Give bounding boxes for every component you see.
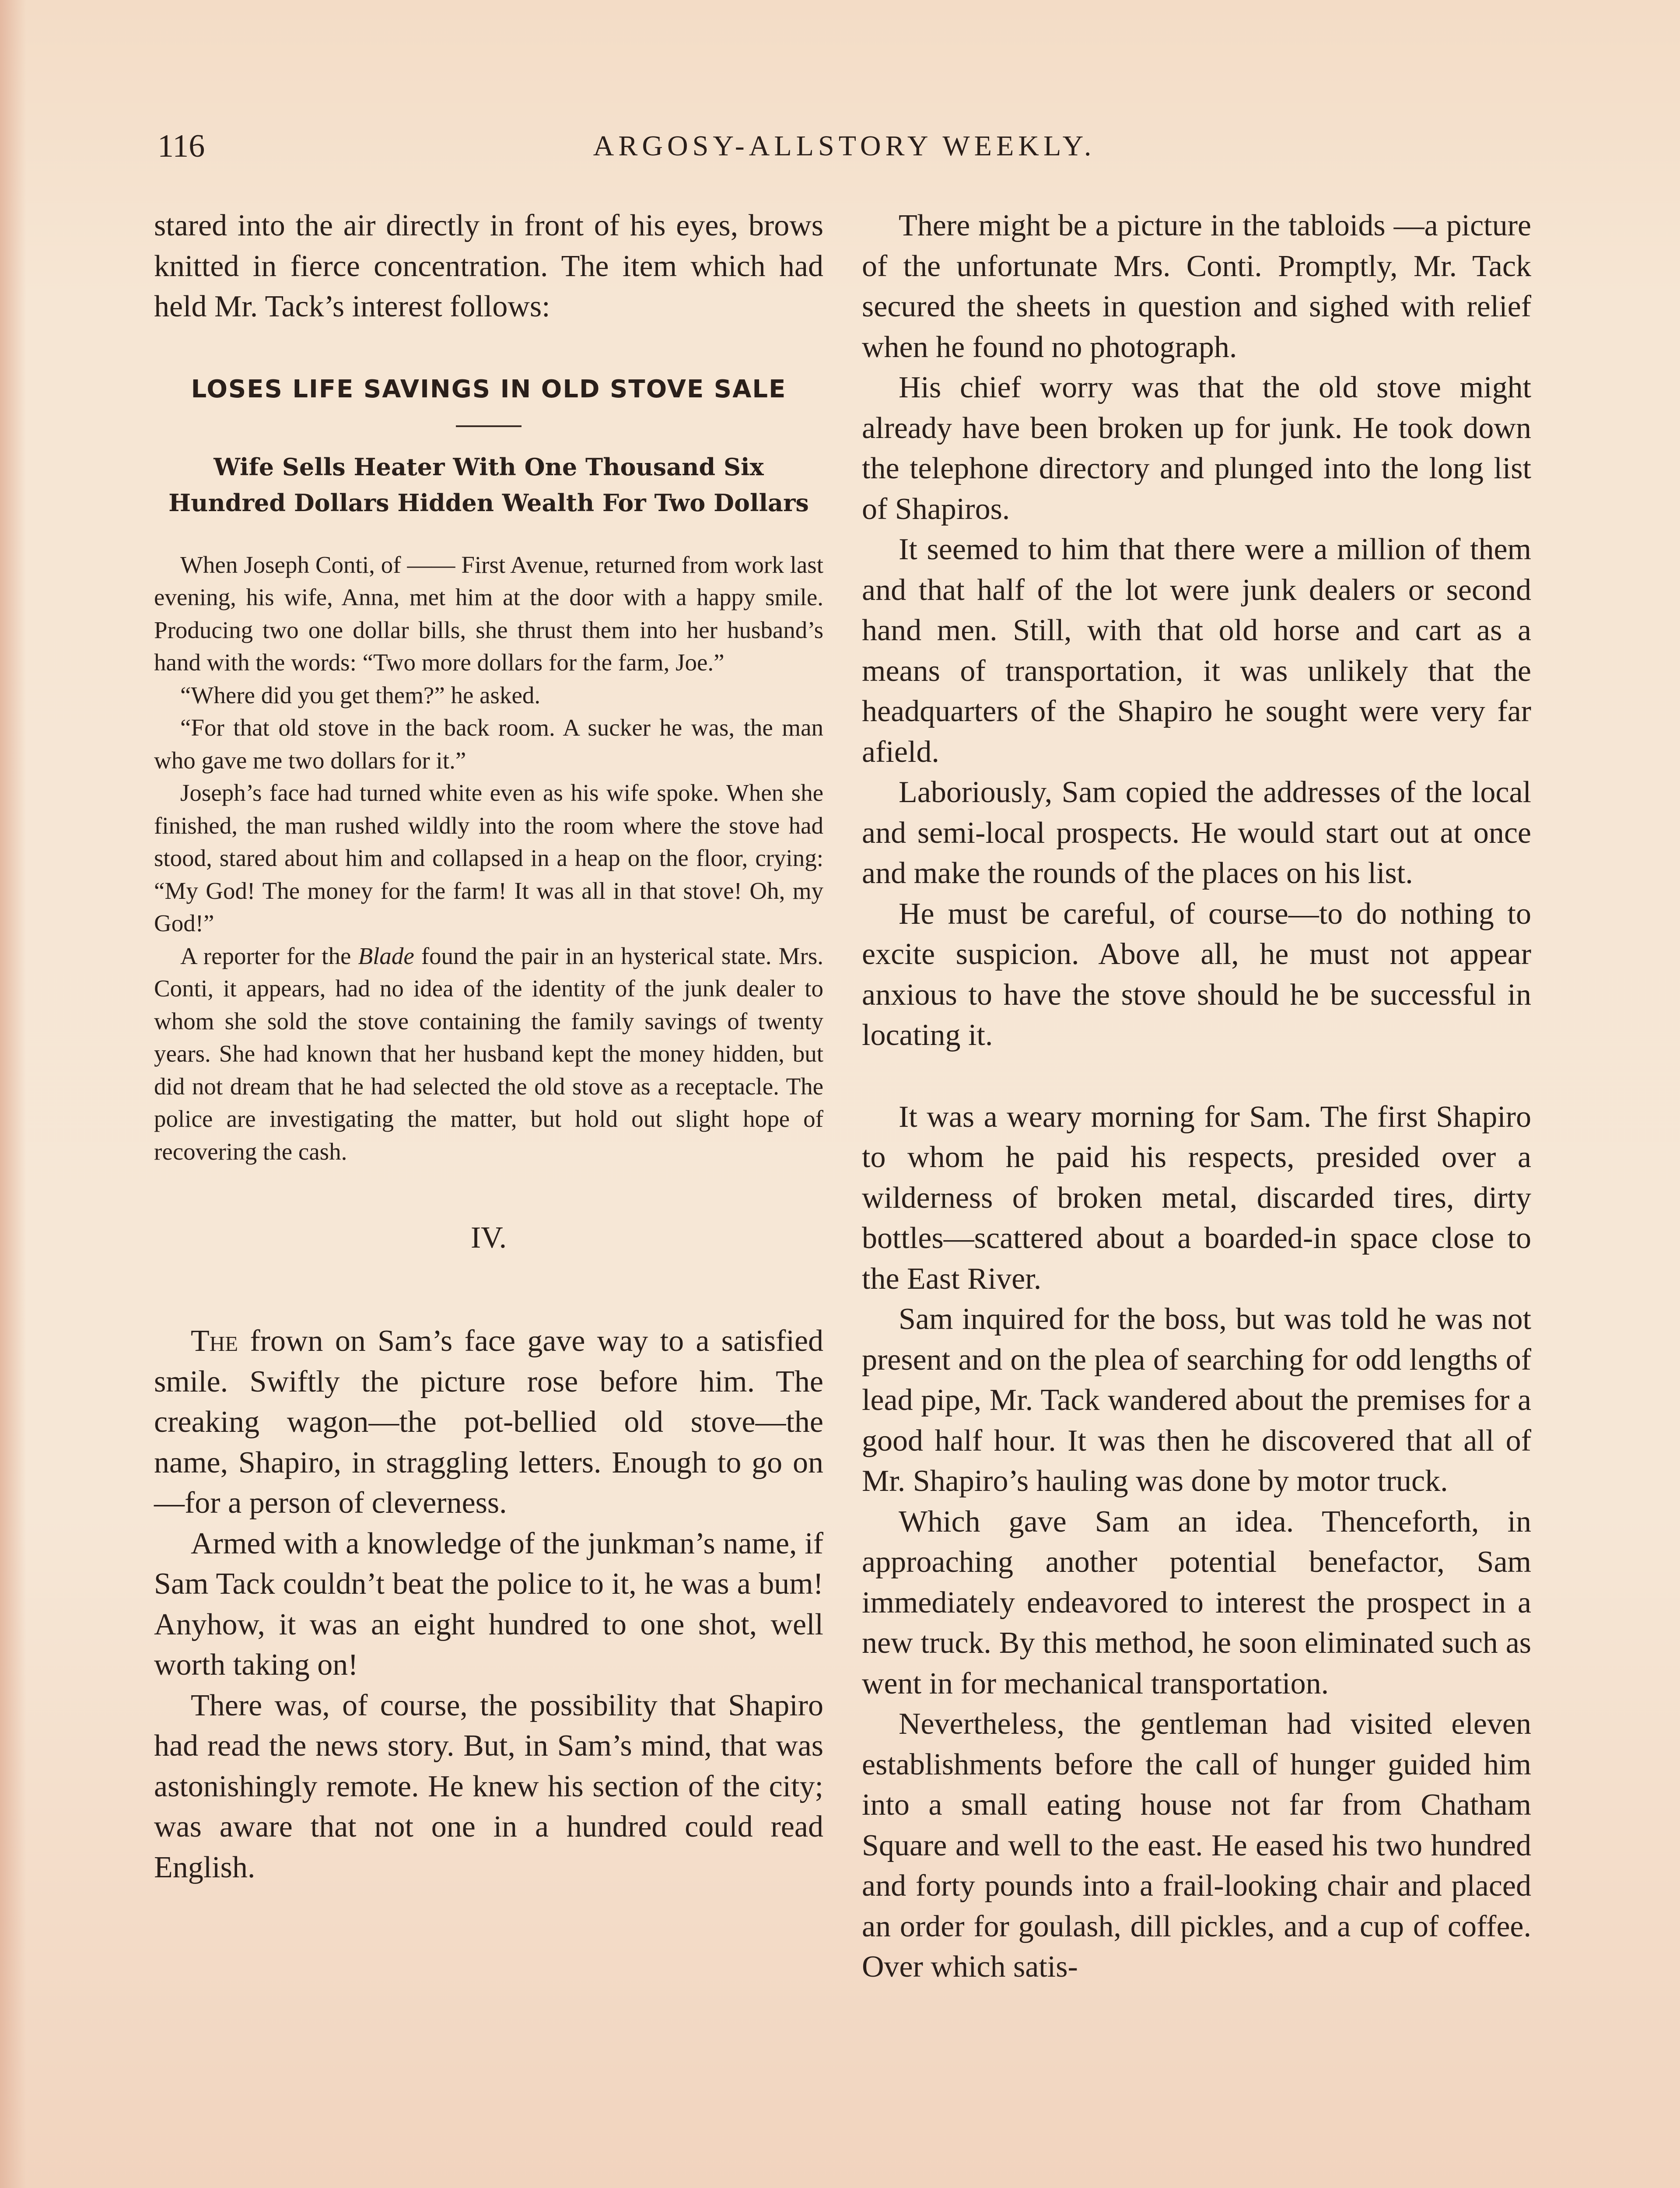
page-edge-shadow: [0, 0, 26, 2188]
paragraph: It seemed to him that there were a million of them and that half of the lot were junk dealers or second hand men. Still, with that old horse and cart as a means of transportation, it was unlikely that the headquarters of the Shapiro he sought were very far afield.: [862, 533, 1531, 769]
lead-word: The: [191, 1324, 238, 1358]
paragraph: There might be a picture in the tabloids —a picture of the unfortunate Mrs. Conti. Promptly, Mr. Tack secured the sheets in question and sighed with relief when he found no photograph.: [862, 209, 1531, 364]
paragraph: He must be careful, of course—to do nothing to excite suspicion. Above all, he must not appear anxious to have the stove should he be successful in locating it.: [862, 897, 1531, 1052]
left-column: [154, 206, 823, 1888]
paragraph: Laboriously, Sam copied the addresses of the local and semi-local prospects. He would start out at once and make the rounds of the places on his list.: [862, 775, 1531, 890]
paragraph-text: frown on Sam’s face gave way to a satisfied smile. Swiftly the picture rose before him. The creaking wagon—the pot-bellied old stove—the name, Shapiro, in straggling letters. Enough to go on—for a person of cleverness.: [154, 1324, 823, 1520]
paragraph: Armed with a knowledge of the junkman’s name, if Sam Tack couldn’t beat the police to it, he was a bum! Anyhow, it was an eight hundred to one shot, well worth taking on!: [154, 1526, 823, 1682]
paragraph: It was a weary morning for Sam. The first Shapiro to whom he paid his respects, presided over a wilderness of broken metal, discarded tires, dirty bottles—scattered about a boarded-in space close to the East River.: [862, 1100, 1531, 1296]
page-number: 116: [158, 128, 205, 164]
running-head: ARGOSY-ALLSTORY WEEKLY.: [593, 130, 1096, 162]
paragraph: Sam inquired for the boss, but was told he was not present and on the plea of searching for odd lengths of lead pipe, Mr. Tack wandered about the premises for a good half hour. It was then he discovered that all of Mr. Shapiro’s hauling was done by motor truck.: [862, 1302, 1531, 1498]
newspaper-name: Blade: [358, 942, 414, 969]
section-break: [862, 1056, 1531, 1097]
paragraph: stared into the air directly in front of his eyes, brows knitted in fierce concentration. The item which had held Mr. Tack’s interest follows:: [154, 209, 823, 323]
paragraph: His chief worry was that the old stove might already have been broken up for junk. He took down the telephone directory and plunged into the long list of Shapiros.: [862, 371, 1531, 526]
news-paragraph: Joseph’s face had turned white even as his wife spoke. When she finished, the man rushed wildly into the room where the stove had stood, stared about him and collapsed in a heap on the floor, crying: “My God! The money for the farm! It was all in that stove! Oh, my God!”: [154, 779, 823, 936]
news-text: found the pair in an hysterical state. Mrs. Conti, it appears, had no idea of the identity of the junk dealer to whom she sold the stove containing the family savings of twenty years. She had known that her husband kept the money hidden, but did not dream that he had selected the old stove as a receptacle. The police are investigating the matter, but hold out slight hope of recovering the cash.: [154, 942, 823, 1165]
paragraph: There was, of course, the possibility that Shapiro had read the news story. But, in Sam’s mind, that was astonishingly remote. He knew his section of the city; was aware that not one in a hundred could read English.: [154, 1688, 823, 1884]
news-headline: LOSES LIFE SAVINGS IN OLD STOVE SALE: [191, 375, 787, 403]
paragraph: Nevertheless, the gentleman had visited eleven establishments before the call of hunger guided him into a small eating house not far from Chatham Square and well to the east. He eased his two hundred and forty pounds into a frail-looking chair and placed an order for goulash, dill pickles, and a cup of coffee. Over which satis-: [862, 1707, 1531, 1984]
chapter-number: IV.: [470, 1221, 507, 1255]
news-text: A reporter for the: [180, 942, 358, 969]
right-column: [862, 206, 1531, 1988]
page-header: [158, 128, 1531, 176]
paragraph: Which gave Sam an idea. Thenceforth, in approaching another potential benefactor, Sam immediately endeavored to interest the prospect in a new truck. By this method, he soon eliminated such as went in for mechanical transportation.: [862, 1504, 1531, 1701]
news-paragraph: “For that old stove in the back room. A sucker he was, the man who gave me two dollars for it.”: [154, 714, 823, 774]
news-clipping: [154, 549, 823, 1168]
news-paragraph: [154, 940, 823, 1168]
news-subheadline: Wife Sells Heater With One Thousand Six Hundred Dollars Hidden Wealth For Two Dollars: [168, 452, 809, 517]
paragraph: [154, 1321, 823, 1524]
news-paragraph: “Where did you get them?” he asked.: [180, 681, 541, 708]
news-paragraph: When Joseph Conti, of —— First Avenue, returned from work last evening, his wife, Anna, met him at the door with a happy smile. Producing two one dollar bills, she thrust them into her husband’s hand with the words: “Two more dollars for the farm, Joe.”: [154, 551, 823, 676]
headline-rule: [456, 425, 522, 427]
